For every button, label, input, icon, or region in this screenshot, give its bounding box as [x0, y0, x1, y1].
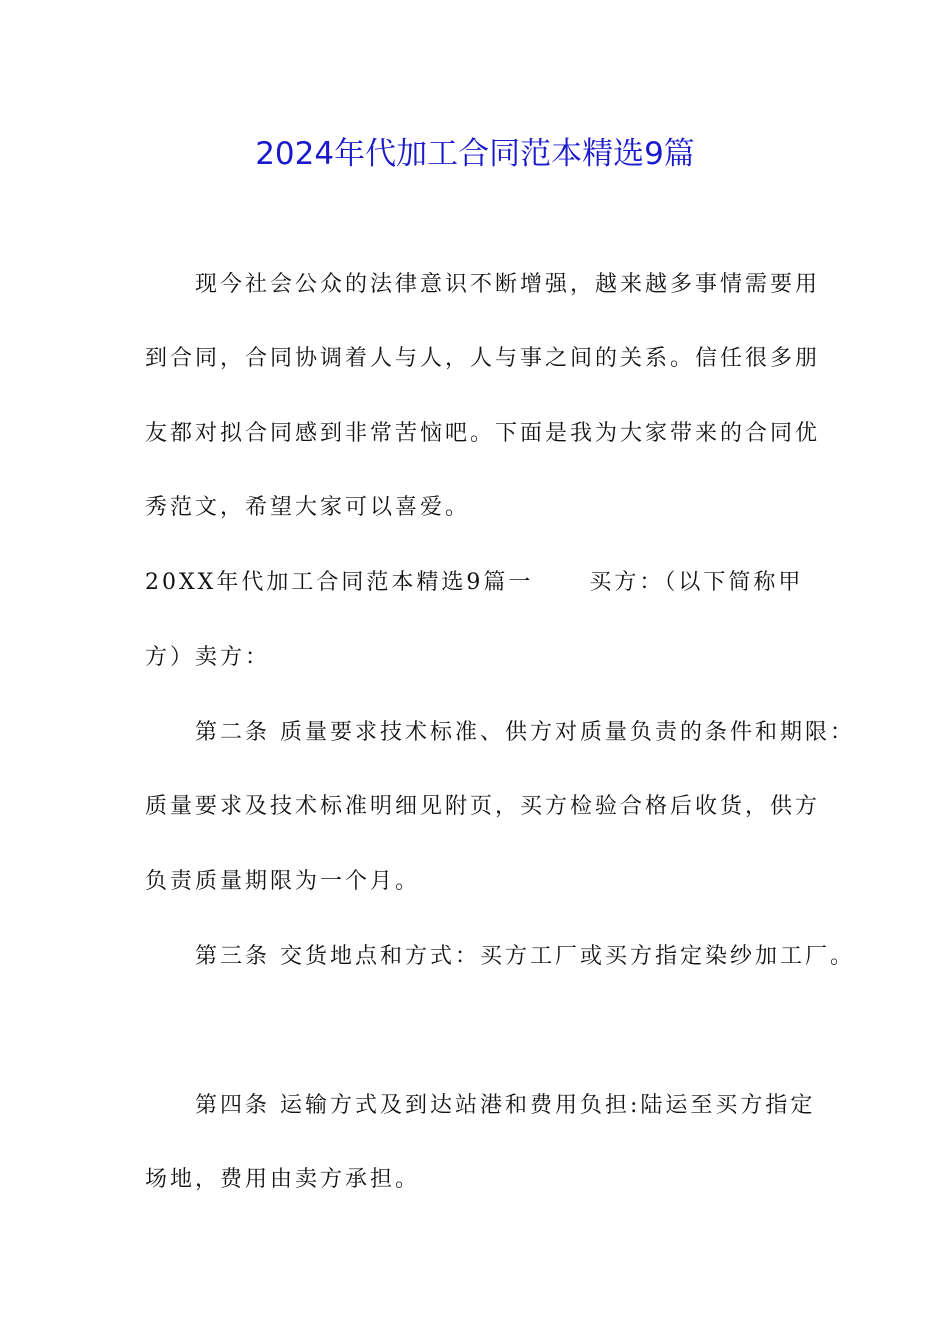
buyer-text: 买方：（以下简称甲: [589, 570, 804, 595]
article-2-line-1: 第二条 质量要求技术标准、供方对质量负责的条件和期限：: [195, 720, 855, 745]
document-title: 2024年代加工合同范本精选9篇: [255, 136, 695, 172]
article-4-line-1: 第四条 运输方式及到达站港和费用负担:陆运至买方指定: [195, 1093, 816, 1118]
section-heading-line: [145, 563, 815, 603]
article-4-line-2: 场地，费用由卖方承担。: [145, 1167, 421, 1192]
article-3-line-1: 第三条 交货地点和方式：买方工厂或买方指定染纱加工厂。: [195, 944, 855, 969]
intro-line-2: 到合同，合同协调着人与人，人与事之间的关系。信任很多朋: [145, 346, 821, 371]
buyer-seller-line: 方）卖方：: [145, 645, 271, 670]
intro-line-4: 秀范文，希望大家可以喜爱。: [145, 495, 471, 520]
intro-line-1: 现今社会公众的法律意识不断增强，越来越多事情需要用: [195, 272, 821, 297]
section-heading: 20XX年代加工合同范本精选9篇一: [145, 570, 534, 595]
article-2-line-3: 负责质量期限为一个月。: [145, 869, 421, 894]
article-2-line-2: 质量要求及技术标准明细见附页，买方检验合格后收货，供方: [145, 794, 821, 819]
intro-line-3: 友都对拟合同感到非常苦恼吧。下面是我为大家带来的合同优: [145, 421, 821, 446]
